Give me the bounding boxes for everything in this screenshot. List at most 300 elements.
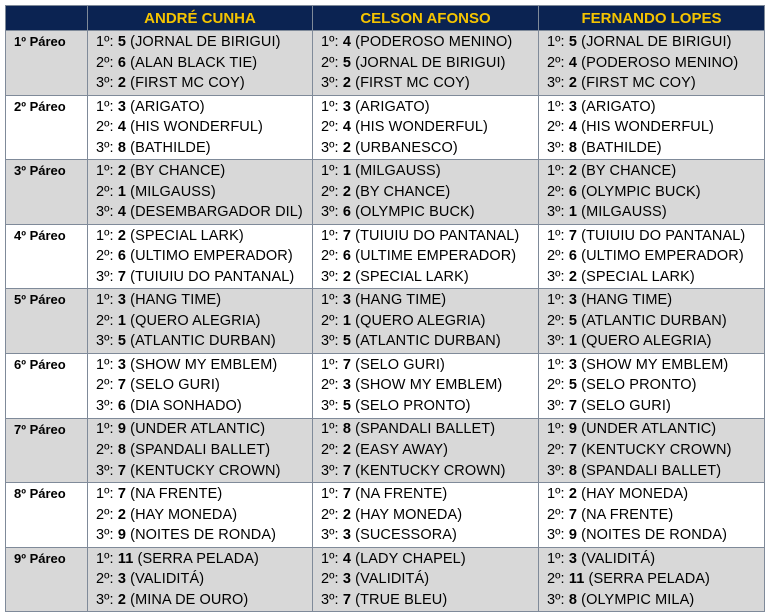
pick-line (547, 267, 764, 288)
picks-cell-fernando-lopes (539, 31, 765, 96)
race-row (6, 160, 765, 225)
horse-name: (DESEMBARGADOR DIL) (130, 204, 303, 221)
race-row (6, 418, 765, 483)
pick-line (321, 246, 538, 267)
pick-line (96, 97, 312, 118)
picks-cell-andre-cunha (88, 224, 313, 289)
horse-number: 4 (568, 54, 578, 71)
horse-number: 2 (568, 75, 578, 92)
pick-position: 2º: (321, 183, 339, 200)
horse-name: (ULTIMO EMPERADOR) (581, 248, 744, 265)
pick-position: 1º: (547, 163, 565, 180)
pick-line (321, 396, 538, 417)
horse-name: (QUERO ALEGRIA) (355, 312, 486, 329)
race-label: 7º Páreo (6, 418, 88, 483)
horse-name: (OLYMPIC BUCK) (581, 183, 701, 200)
horse-name: (DIA SONHADO) (130, 398, 242, 415)
pick-position: 2º: (321, 442, 339, 459)
pick-line (547, 226, 764, 247)
pick-position: 2º: (96, 54, 114, 71)
pick-position: 3º: (321, 75, 339, 92)
pick-position: 3º: (547, 75, 565, 92)
horse-name: (HANG TIME) (130, 292, 222, 309)
pick-position: 3º: (96, 398, 114, 415)
horse-number: 4 (117, 119, 127, 136)
race-label: 1º Páreo (6, 31, 88, 96)
pick-line (321, 461, 538, 482)
pick-position: 1º: (547, 227, 565, 244)
picks-cell-celson-afonso (313, 160, 539, 225)
pick-position: 3º: (96, 527, 114, 544)
pick-line (321, 311, 538, 332)
pick-line (547, 396, 764, 417)
race-label: 2º Páreo (6, 95, 88, 160)
horse-name: (SPECIAL LARK) (581, 268, 695, 285)
horse-name: (MINA DE OURO) (130, 591, 249, 608)
horse-number: 2 (117, 506, 127, 523)
horse-number: 11 (568, 571, 585, 588)
pick-line (96, 53, 312, 74)
horse-name: (JORNAL DE BIRIGUI) (355, 54, 506, 71)
pick-position: 3º: (321, 268, 339, 285)
pick-line (96, 396, 312, 417)
pick-line (321, 419, 538, 440)
pick-line (96, 32, 312, 53)
horse-number: 8 (568, 139, 578, 156)
pick-position: 3º: (321, 333, 339, 350)
picks-cell-andre-cunha (88, 160, 313, 225)
pick-position: 2º: (321, 571, 339, 588)
horse-number: 3 (342, 98, 352, 115)
pick-line (321, 138, 538, 159)
pick-position: 2º: (547, 312, 565, 329)
horse-number: 2 (117, 227, 127, 244)
pick-line (547, 440, 764, 461)
horse-number: 1 (117, 183, 127, 200)
pick-line (96, 505, 312, 526)
pick-line (547, 290, 764, 311)
horse-name: (SELO GURI) (130, 377, 220, 394)
pick-line (547, 73, 764, 94)
horse-name: (BY CHANCE) (581, 163, 677, 180)
horse-number: 3 (117, 571, 127, 588)
pick-position: 2º: (96, 312, 114, 329)
pick-line (547, 331, 764, 352)
pick-position: 3º: (547, 398, 565, 415)
horse-name: (FIRST MC COY) (355, 75, 470, 92)
horse-number: 4 (117, 204, 127, 221)
horse-name: (KENTUCKY CROWN) (130, 462, 281, 479)
horse-number: 7 (342, 227, 352, 244)
pick-line (96, 117, 312, 138)
picks-cell-fernando-lopes (539, 224, 765, 289)
horse-name: (MILGAUSS) (355, 163, 441, 180)
pick-position: 2º: (321, 312, 339, 329)
race-row (6, 353, 765, 418)
horse-name: (ULTIMO EMPERADOR) (130, 248, 293, 265)
horse-name: (URBANESCO) (355, 139, 458, 156)
horse-name: (UNDER ATLANTIC) (581, 421, 717, 438)
pick-position: 3º: (547, 139, 565, 156)
pick-line (547, 32, 764, 53)
pick-position: 3º: (96, 204, 114, 221)
pick-line (547, 505, 764, 526)
horse-name: (EASY AWAY) (355, 442, 449, 459)
horse-number: 5 (342, 54, 352, 71)
header-celson-afonso: CELSON AFONSO (313, 6, 539, 31)
horse-number: 9 (568, 421, 578, 438)
horse-number: 3 (342, 377, 352, 394)
picks-cell-fernando-lopes (539, 160, 765, 225)
horse-number: 2 (342, 506, 352, 523)
pick-line (547, 525, 764, 546)
race-label: 8º Páreo (6, 483, 88, 548)
horse-number: 3 (568, 550, 578, 567)
pick-line (321, 590, 538, 611)
pick-position: 3º: (547, 462, 565, 479)
horse-name: (SHOW MY EMBLEM) (581, 356, 729, 373)
horse-name: (BY CHANCE) (355, 183, 451, 200)
pick-position: 3º: (96, 591, 114, 608)
pick-line (321, 226, 538, 247)
horse-number: 6 (568, 183, 578, 200)
pick-position: 1º: (321, 421, 339, 438)
race-row (6, 95, 765, 160)
horse-name: (SUCESSORA) (355, 527, 457, 544)
pick-line (96, 331, 312, 352)
horse-name: (SERRA PELADA) (588, 571, 710, 588)
pick-line (547, 484, 764, 505)
horse-number: 5 (342, 398, 352, 415)
race-row (6, 547, 765, 612)
horse-name: (NA FRENTE) (130, 486, 223, 503)
pick-line (547, 138, 764, 159)
race-label: 4º Páreo (6, 224, 88, 289)
horse-number: 7 (568, 506, 578, 523)
horse-name: (TUIUIU DO PANTANAL) (581, 227, 746, 244)
horse-number: 2 (568, 163, 578, 180)
horse-number: 3 (342, 571, 352, 588)
pick-position: 2º: (321, 506, 339, 523)
horse-number: 3 (568, 292, 578, 309)
race-label: 9º Páreo (6, 547, 88, 612)
horse-name: (HAY MONEDA) (355, 506, 463, 523)
horse-name: (PODEROSO MENINO) (581, 54, 739, 71)
horse-name: (VALIDITÁ) (355, 571, 430, 588)
horse-number: 7 (117, 377, 127, 394)
horse-name: (ATLANTIC DURBAN) (355, 333, 501, 350)
pick-line (96, 375, 312, 396)
horse-name: (SPECIAL LARK) (130, 227, 244, 244)
pick-position: 3º: (96, 75, 114, 92)
pick-position: 3º: (321, 139, 339, 156)
pick-line (547, 117, 764, 138)
horse-name: (ALAN BLACK TIE) (130, 54, 258, 71)
horse-number: 7 (117, 486, 127, 503)
picks-cell-celson-afonso (313, 31, 539, 96)
horse-name: (SPANDALI BALLET) (581, 462, 722, 479)
horse-number: 4 (342, 550, 352, 567)
horse-number: 7 (117, 268, 127, 285)
horse-name: (SPECIAL LARK) (355, 268, 469, 285)
pick-position: 1º: (321, 292, 339, 309)
horse-name: (SELO PRONTO) (355, 398, 471, 415)
horse-number: 2 (117, 75, 127, 92)
pick-position: 1º: (321, 163, 339, 180)
pick-line (96, 569, 312, 590)
pick-position: 1º: (547, 486, 565, 503)
pick-line (96, 525, 312, 546)
horse-name: (BATHILDE) (130, 139, 211, 156)
horse-number: 2 (342, 75, 352, 92)
pick-position: 1º: (547, 550, 565, 567)
horse-number: 3 (568, 98, 578, 115)
pick-position: 3º: (321, 462, 339, 479)
pick-position: 1º: (96, 98, 114, 115)
horse-name: (HIS WONDERFUL) (581, 119, 714, 136)
horse-number: 7 (342, 486, 352, 503)
picks-cell-andre-cunha (88, 547, 313, 612)
pick-line (96, 484, 312, 505)
picks-cell-celson-afonso (313, 353, 539, 418)
picks-cell-andre-cunha (88, 353, 313, 418)
pick-position: 2º: (547, 377, 565, 394)
pick-position: 1º: (321, 356, 339, 373)
horse-name: (TUIUIU DO PANTANAL) (355, 227, 520, 244)
horse-number: 3 (117, 292, 127, 309)
pick-position: 1º: (321, 98, 339, 115)
horse-name: (HIS WONDERFUL) (355, 119, 488, 136)
horse-name: (HAY MONEDA) (581, 486, 689, 503)
header-row (6, 6, 765, 31)
pick-line (547, 569, 764, 590)
pick-position: 1º: (321, 550, 339, 567)
horse-name: (VALIDITÁ) (130, 571, 205, 588)
pick-position: 2º: (547, 248, 565, 265)
picks-cell-fernando-lopes (539, 353, 765, 418)
horse-name: (UNDER ATLANTIC) (130, 421, 266, 438)
pick-position: 3º: (547, 204, 565, 221)
pick-position: 3º: (547, 333, 565, 350)
pick-line (321, 440, 538, 461)
horse-name: (ATLANTIC DURBAN) (581, 312, 727, 329)
pick-position: 1º: (547, 356, 565, 373)
pick-line (321, 505, 538, 526)
race-label: 6º Páreo (6, 353, 88, 418)
picks-cell-fernando-lopes (539, 547, 765, 612)
horse-name: (KENTUCKY CROWN) (355, 462, 506, 479)
picks-cell-andre-cunha (88, 483, 313, 548)
horse-name: (BATHILDE) (581, 139, 662, 156)
pick-line (547, 97, 764, 118)
pick-position: 1º: (96, 33, 114, 50)
pick-line (96, 290, 312, 311)
pick-line (321, 569, 538, 590)
pick-position: 1º: (96, 421, 114, 438)
pick-line (96, 355, 312, 376)
horse-number: 2 (342, 139, 352, 156)
pick-position: 3º: (321, 204, 339, 221)
picks-cell-fernando-lopes (539, 483, 765, 548)
picks-cell-andre-cunha (88, 418, 313, 483)
pick-position: 2º: (96, 442, 114, 459)
pick-line (321, 355, 538, 376)
horse-name: (SELO GURI) (581, 398, 671, 415)
pick-position: 2º: (547, 442, 565, 459)
pick-line (321, 202, 538, 223)
horse-number: 1 (117, 312, 127, 329)
horse-number: 8 (117, 139, 127, 156)
pick-line (547, 590, 764, 611)
pick-position: 3º: (547, 527, 565, 544)
horse-number: 4 (568, 119, 578, 136)
pick-position: 2º: (96, 377, 114, 394)
horse-name: (VALIDITÁ) (581, 550, 656, 567)
horse-number: 7 (568, 227, 578, 244)
horse-name: (JORNAL DE BIRIGUI) (130, 33, 281, 50)
pick-line (547, 461, 764, 482)
horse-number: 4 (342, 33, 352, 50)
horse-number: 2 (117, 163, 127, 180)
pick-position: 1º: (96, 356, 114, 373)
horse-number: 7 (342, 591, 352, 608)
pick-position: 3º: (96, 462, 114, 479)
pick-position: 1º: (547, 421, 565, 438)
header-andre-cunha: ANDRÉ CUNHA (88, 6, 313, 31)
pick-position: 2º: (96, 119, 114, 136)
horse-name: (TUIUIU DO PANTANAL) (130, 268, 295, 285)
picks-cell-fernando-lopes (539, 418, 765, 483)
pick-line (547, 419, 764, 440)
horse-number: 2 (117, 591, 127, 608)
pick-line (321, 375, 538, 396)
horse-number: 5 (568, 377, 578, 394)
horse-number: 5 (117, 333, 127, 350)
pick-line (96, 311, 312, 332)
horse-name: (SPANDALI BALLET) (130, 442, 271, 459)
horse-number: 6 (342, 204, 352, 221)
picks-cell-andre-cunha (88, 95, 313, 160)
horse-name: (MILGAUSS) (130, 183, 216, 200)
horse-number: 6 (568, 248, 578, 265)
pick-position: 2º: (547, 183, 565, 200)
horse-name: (NOITES DE RONDA) (130, 527, 277, 544)
pick-position: 3º: (96, 139, 114, 156)
horse-number: 11 (117, 550, 134, 567)
horse-number: 4 (342, 119, 352, 136)
horse-name: (BY CHANCE) (130, 163, 226, 180)
horse-number: 7 (342, 462, 352, 479)
horse-name: (NA FRENTE) (355, 486, 448, 503)
horse-name: (MILGAUSS) (581, 204, 667, 221)
pick-line (321, 484, 538, 505)
horse-number: 2 (342, 442, 352, 459)
pick-position: 1º: (547, 98, 565, 115)
horse-name: (HIS WONDERFUL) (130, 119, 263, 136)
pick-line (321, 331, 538, 352)
horse-name: (OLYMPIC MILA) (581, 591, 695, 608)
horse-name: (NOITES DE RONDA) (581, 527, 728, 544)
pick-line (96, 246, 312, 267)
pick-line (96, 202, 312, 223)
horse-name: (LADY CHAPEL) (355, 550, 466, 567)
horse-name: (KENTUCKY CROWN) (581, 442, 732, 459)
pick-line (96, 73, 312, 94)
horse-name: (JORNAL DE BIRIGUI) (581, 33, 732, 50)
pick-position: 3º: (547, 268, 565, 285)
pick-position: 2º: (547, 54, 565, 71)
race-row (6, 31, 765, 96)
pick-line (321, 97, 538, 118)
pick-line (321, 549, 538, 570)
pick-position: 1º: (96, 486, 114, 503)
horse-name: (ARIGATO) (355, 98, 430, 115)
pick-line (547, 246, 764, 267)
picks-cell-celson-afonso (313, 547, 539, 612)
header-corner-cell (6, 6, 88, 31)
pick-line (96, 161, 312, 182)
horse-number: 1 (568, 204, 578, 221)
horse-number: 5 (342, 333, 352, 350)
horse-name: (ARIGATO) (581, 98, 656, 115)
pick-line (547, 375, 764, 396)
pick-line (96, 226, 312, 247)
pick-line (96, 549, 312, 570)
pick-position: 1º: (96, 163, 114, 180)
pick-position: 3º: (321, 398, 339, 415)
horse-number: 2 (568, 486, 578, 503)
pick-position: 2º: (96, 183, 114, 200)
picks-cell-fernando-lopes (539, 95, 765, 160)
pick-line (321, 525, 538, 546)
horse-name: (TRUE BLEU) (355, 591, 448, 608)
horse-number: 9 (117, 527, 127, 544)
horse-number: 1 (342, 312, 352, 329)
picks-cell-celson-afonso (313, 483, 539, 548)
horse-name: (ULTIME EMPERADOR) (355, 248, 517, 265)
pick-position: 3º: (321, 527, 339, 544)
pick-line (547, 202, 764, 223)
pick-position: 2º: (547, 571, 565, 588)
pick-line (321, 182, 538, 203)
pick-position: 1º: (321, 227, 339, 244)
pick-line (96, 461, 312, 482)
pick-line (321, 117, 538, 138)
pick-line (321, 32, 538, 53)
pick-position: 2º: (547, 506, 565, 523)
race-label: 5º Páreo (6, 289, 88, 354)
pick-line (321, 73, 538, 94)
horse-name: (HANG TIME) (581, 292, 673, 309)
horse-number: 2 (568, 268, 578, 285)
horse-name: (PODEROSO MENINO) (355, 33, 513, 50)
horse-number: 5 (117, 33, 127, 50)
pick-line (321, 161, 538, 182)
pick-line (547, 161, 764, 182)
pick-position: 1º: (96, 227, 114, 244)
horse-number: 1 (568, 333, 578, 350)
picks-cell-celson-afonso (313, 224, 539, 289)
horse-number: 6 (342, 248, 352, 265)
pick-line (96, 267, 312, 288)
pick-line (321, 267, 538, 288)
horse-name: (FIRST MC COY) (130, 75, 245, 92)
pick-line (96, 182, 312, 203)
pick-position: 3º: (96, 268, 114, 285)
horse-number: 3 (117, 356, 127, 373)
picks-cell-celson-afonso (313, 95, 539, 160)
pick-position: 2º: (321, 248, 339, 265)
